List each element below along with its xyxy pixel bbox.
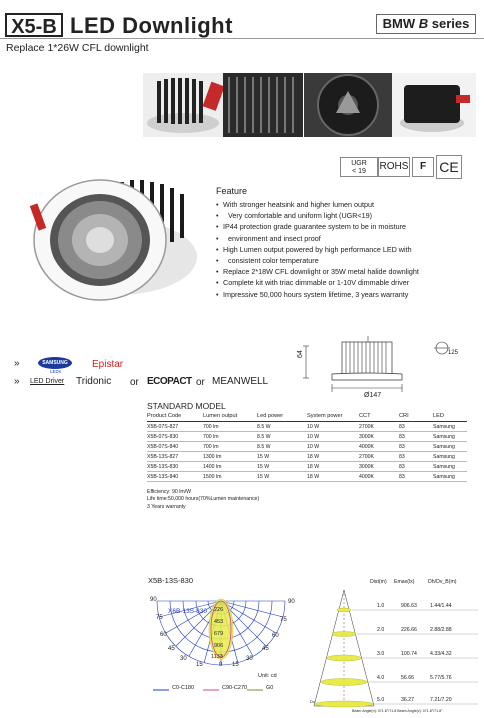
angle-label: 90 [288,599,295,605]
column-header: Product Code [147,413,203,422]
feature-item: • Impressive 50,000 hours system lifetime, 3 years warranty [216,289,478,300]
table-cell: 83 [399,432,433,442]
table-cell: X5B-13S-840 [147,472,203,482]
polar-value: 906 [214,643,224,649]
table-cell: 10 W [307,442,359,452]
chevron-icon: » [14,358,20,369]
table-cell: X5B-07S-827 [147,422,203,432]
angle-label: 90 [150,597,157,603]
note-line: Life time:50,000 hours(70%Lumen maintenance) [147,496,260,503]
feature-item: • With stronger heatsink and higher lumen output [216,199,478,210]
table-cell: X5B-07S-830 [147,432,203,442]
angle-label: 75 [156,615,163,621]
feature-item: • High Lumen output powered by high performance LED with [216,244,478,255]
beam-cell: 7.21/7.20 [430,697,452,703]
table-cell: X5B-13S-827 [147,452,203,462]
ugr-badge: UGR < 19 [340,157,378,177]
table-cell: Samsung [433,422,467,432]
thumbnail-heatsink-fins [223,73,303,137]
feature-title: Feature [216,186,248,196]
polar-value: 453 [214,619,224,625]
column-header: System power [307,413,359,422]
table-cell: Samsung [433,452,467,462]
spec-notes [147,489,259,511]
table-cell: 83 [399,422,433,432]
note-line: 3 Years warranty [147,503,186,510]
angle-zero-label: 0 [219,662,223,668]
beam-header-emax: Emax(lx) [394,579,415,585]
table-row [147,432,467,442]
polar-inner-label: X6B-13S-830 [168,608,208,615]
table-cell: 8.5 W [257,422,307,432]
table-cell: 8.5 W [257,432,307,442]
samsung-logo: SAMSUNG [38,357,72,369]
angle-label: 15 [196,662,203,668]
rohs-badge: ROHS [378,157,410,177]
polar-value: 679 [214,631,224,637]
table-cell: 15 W [257,462,307,472]
beam-cell: 4.0 [377,675,385,681]
table-cell: 18 W [307,472,359,482]
column-header: CRI [399,413,433,422]
table-row [147,422,467,432]
table-cell: 83 [399,472,433,482]
table-cell: 15 W [257,452,307,462]
page-subtitle: Replace 1*26W CFL downlight [6,42,149,54]
dimension-diameter: Ø147 [364,392,382,399]
table-cell: 18 W [307,452,359,462]
table-header-row [147,413,467,422]
polar-diagram [147,587,295,697]
beam-angle-label: Beam Angle(h): 071.8°/71.8 Beam Angle(v): 071.8°/71.8° [352,709,443,713]
epistar-logo: Epistar [92,359,124,370]
table-cell: 2700K [359,422,399,432]
table-cell: 1300 lm [203,452,257,462]
feature-item: • consistent color temperature [216,255,478,266]
angle-label: 60 [272,633,279,639]
table-cell: 3000K [359,462,399,472]
ce-mark-icon: CE [436,155,462,179]
table-cell: 700 lm [203,432,257,442]
table-cell: 1500 lm [203,472,257,482]
dimension-height: 64 [297,350,304,358]
beam-side-label: Dv [310,699,315,704]
legend-item: G0 [266,685,274,691]
table-row [147,462,467,472]
thumbnail-angled-view [392,73,476,137]
table-cell: 8.5 W [257,442,307,452]
table-cell: 83 [399,452,433,462]
or-label: or [196,377,205,388]
dimension-cutout: 125 [448,350,459,356]
samsung-leds-label: LEDs [50,369,62,374]
meanwell-logo: MEANWELL [212,376,269,387]
series-badge: BMW B series [376,14,476,34]
led-driver-label: LED Driver [30,378,65,385]
angle-label: 45 [168,646,175,652]
feature-list [216,199,478,300]
beam-cell: 906.63 [401,603,417,609]
beam-cell: 226.66 [401,627,417,633]
table-cell: 700 lm [203,422,257,432]
table-cell: X5B-13S-830 [147,462,203,472]
beam-header-dh: Dh/Dv_B(m) [428,579,457,585]
column-header: LED [433,413,467,422]
table-cell: 700 lm [203,442,257,452]
standard-model-title: STANDARD MODEL [147,401,226,411]
table-cell: Samsung [433,432,467,442]
polar-title: X5B-13S-830 [148,576,194,585]
beam-cell: 36.27 [401,697,414,703]
beam-cell: 100.74 [401,651,417,657]
angle-label: 15 [232,662,239,668]
column-header: Led power [257,413,307,422]
table-cell: 83 [399,442,433,452]
spec-table [147,413,467,482]
beam-cell: 5.77/5.76 [430,675,452,681]
beam-cell: 56.66 [401,675,414,681]
beam-cone-diagram [310,590,480,708]
table-cell: 15 W [257,472,307,482]
table-row [147,472,467,482]
or-label: or [130,377,139,388]
beam-cell: 5.0 [377,697,385,703]
table-cell: 3000K [359,432,399,442]
angle-label: 60 [160,632,167,638]
table-cell: 4000K [359,472,399,482]
beam-cell: 4.33/4.32 [430,651,452,657]
table-cell: X5B-07S-840 [147,442,203,452]
table-cell: 1400 lm [203,462,257,472]
page-title: LED Downlight [70,13,233,38]
angle-label: 30 [180,656,187,662]
table-cell: Samsung [433,472,467,482]
polar-value: 1133 [211,654,223,660]
table-cell: Samsung [433,462,467,472]
feature-item: • Very comfortable and uniform light (UGR<19) [216,210,478,221]
table-cell: 2700K [359,452,399,462]
feature-item: • IP44 protection grade guarantee system to be in moisture [216,221,478,232]
table-cell: 83 [399,462,433,472]
column-header: CCT [359,413,399,422]
angle-label: 30 [246,656,253,662]
header-divider [0,38,484,39]
product-photo [12,142,208,317]
polar-value: 226 [214,607,224,613]
tridonic-logo: Tridonic [76,376,112,387]
feature-item: • Replace 2*18W CFL downlight or 35W metal halide downlight [216,266,478,277]
beam-header-dist: Dist(m) [370,579,387,585]
angle-label: 75 [280,617,287,623]
ecopact-logo: ECOPACT [147,376,192,387]
table-row [147,452,467,462]
legend-item: C0-C180 [172,685,195,691]
beam-cell: 2.0 [377,627,385,633]
angle-label: 45 [262,646,269,652]
legend-item: C90-C270 [222,685,248,691]
table-cell: 10 W [307,422,359,432]
table-row [147,442,467,452]
column-header: Lumen output [203,413,257,422]
feature-item: • environment and insect proof [216,233,478,244]
table-cell: 10 W [307,432,359,442]
feature-item: • Complete kit with triac dimmable or 1-10V dimmable driver [216,277,478,288]
note-line: Efficiency: 90 lm/W [147,489,192,495]
beam-cell: 1.0 [377,603,385,609]
table-cell: 4000K [359,442,399,452]
table-cell: 18 W [307,462,359,472]
polar-unit: Unit: cd [258,673,277,679]
table-cell: Samsung [433,442,467,452]
chevron-icon: » [14,376,20,387]
beam-cell: 2.88/2.88 [430,627,452,633]
f-mark-icon: F [412,157,434,177]
thumbnail-heatsink-top [304,73,392,137]
thumbnail-side-heatsink [143,73,231,137]
model-badge: X5-B [5,13,63,37]
beam-cell: 1.44/1.44 [430,603,452,609]
beam-cell: 3.0 [377,651,385,657]
